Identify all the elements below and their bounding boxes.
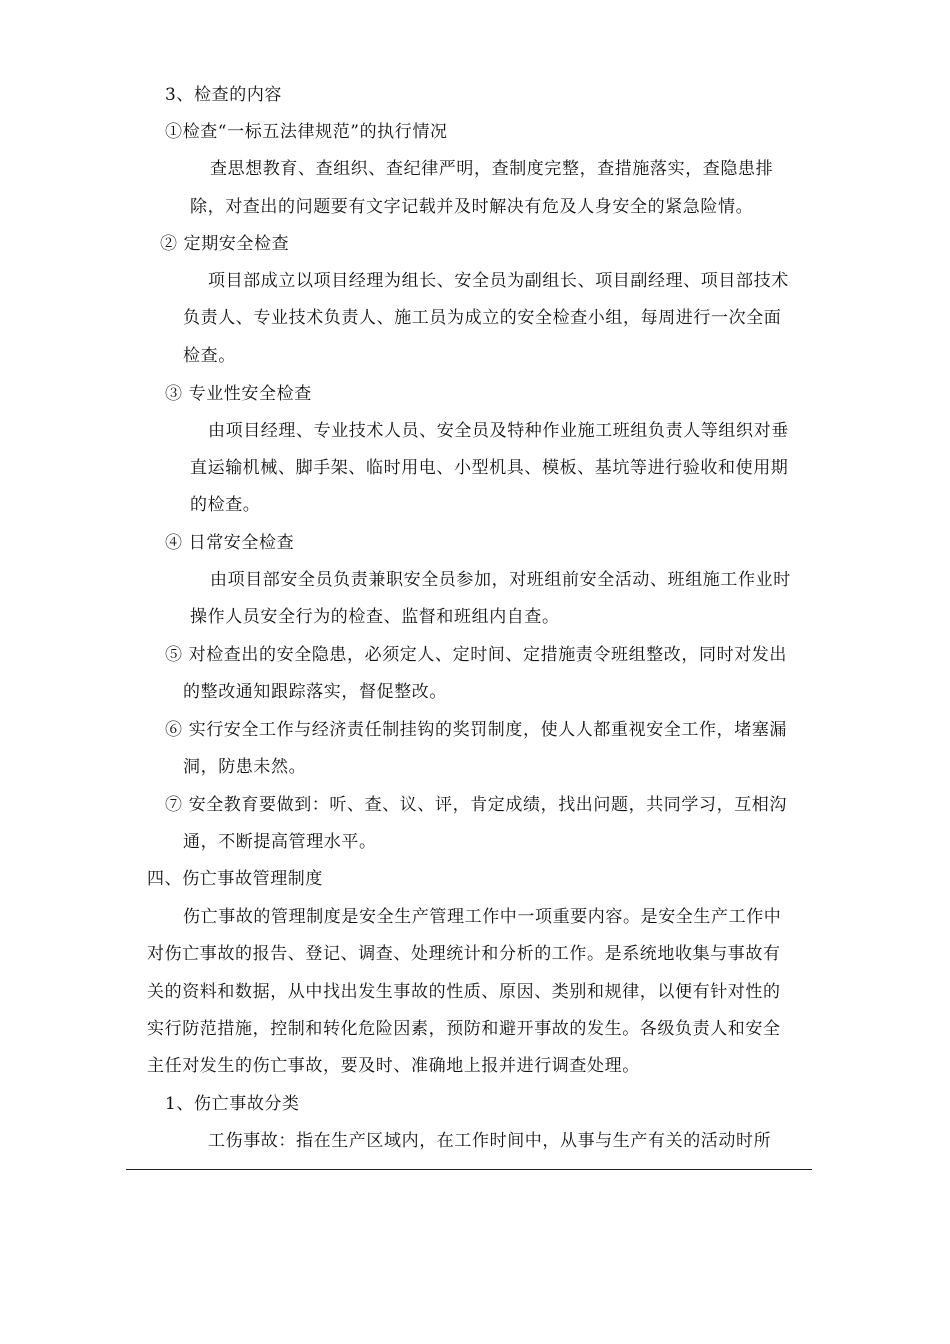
paragraph-line: 对伤亡事故的报告、登记、调查、处理统计和分析的工作。是系统地收集与事故有 (147, 944, 781, 964)
footer-divider (126, 1169, 812, 1170)
paragraph-line: 操作人员安全行为的检查、监督和班组内自查。 (190, 607, 560, 627)
section-heading: 四、伤亡事故管理制度 (147, 869, 323, 889)
paragraph-line: 关的资料和数据，从中找出发生事故的性质、原因、类别和规律，以便有针对性的 (147, 982, 781, 1002)
paragraph-line: 的整改通知跟踪落实，督促整改。 (183, 682, 447, 702)
paragraph-line: 的检查。 (190, 495, 261, 515)
section-heading: 3、检查的内容 (165, 85, 283, 105)
paragraph-line: 实行防范措施，控制和转化危险因素，预防和避开事故的发生。各级负责人和安全 (147, 1019, 781, 1039)
paragraph-line: 工伤事故：指在生产区域内，在工作时间中，从事与生产有关的活动时所 (208, 1131, 772, 1151)
item-title: ② 定期安全检查 (160, 234, 290, 254)
paragraph-line: 项目部成立以项目经理为组长、安全员为副组长、项目副经理、项目部技术 (208, 271, 789, 291)
paragraph-line: 伤亡事故的管理制度是安全生产管理工作中一项重要内容。是安全生产工作中 (183, 907, 782, 927)
paragraph-line: 负责人、专业技术负责人、施工员为成立的安全检查小组，每周进行一次全面 (183, 308, 782, 328)
paragraph-line: 查思想教育、查组织、查纪律严明，查制度完整，查措施落实，查隐患排 (210, 159, 774, 179)
item-title: ④ 日常安全检查 (165, 533, 295, 553)
paragraph-line: 通，不断提高管理水平。 (183, 832, 377, 852)
item-title: ③ 专业性安全检查 (165, 384, 312, 404)
paragraph-line: 由项目经理、专业技术人员、安全员及特种作业施工班组负责人等组织对垂 (208, 421, 789, 441)
paragraph-line: 直运输机械、脚手架、临时用电、小型机具、模板、基坑等进行验收和使用期 (190, 458, 789, 478)
subsection-heading: 1、伤亡事故分类 (165, 1094, 300, 1114)
paragraph-line: ⑥ 实行安全工作与经济责任制挂钩的奖罚制度，使人人都重视安全工作，堵塞漏 (165, 720, 788, 740)
paragraph-line: 由项目部安全员负责兼职安全员参加，对班组前安全活动、班组施工作业时 (210, 570, 791, 590)
paragraph-line: 主任对发生的伤亡事故，要及时、准确地上报并进行调查处理。 (147, 1056, 640, 1076)
paragraph-line: 除，对查出的问题要有文字记载并及时解决有危及人身安全的紧急险情。 (190, 197, 754, 217)
item-title: ①检查“一标五法律规范”的执行情况 (165, 122, 448, 142)
paragraph-line: ⑤ 对检查出的安全隐患，必须定人、定时间、定措施责令班组整改，同时对发出 (165, 645, 788, 665)
paragraph-line: ⑦ 安全教育要做到：听、查、议、评，肯定成绩，找出问题，共同学习，互相沟 (165, 795, 788, 815)
paragraph-line: 检查。 (183, 346, 236, 366)
paragraph-line: 洞，防患未然。 (183, 757, 307, 777)
